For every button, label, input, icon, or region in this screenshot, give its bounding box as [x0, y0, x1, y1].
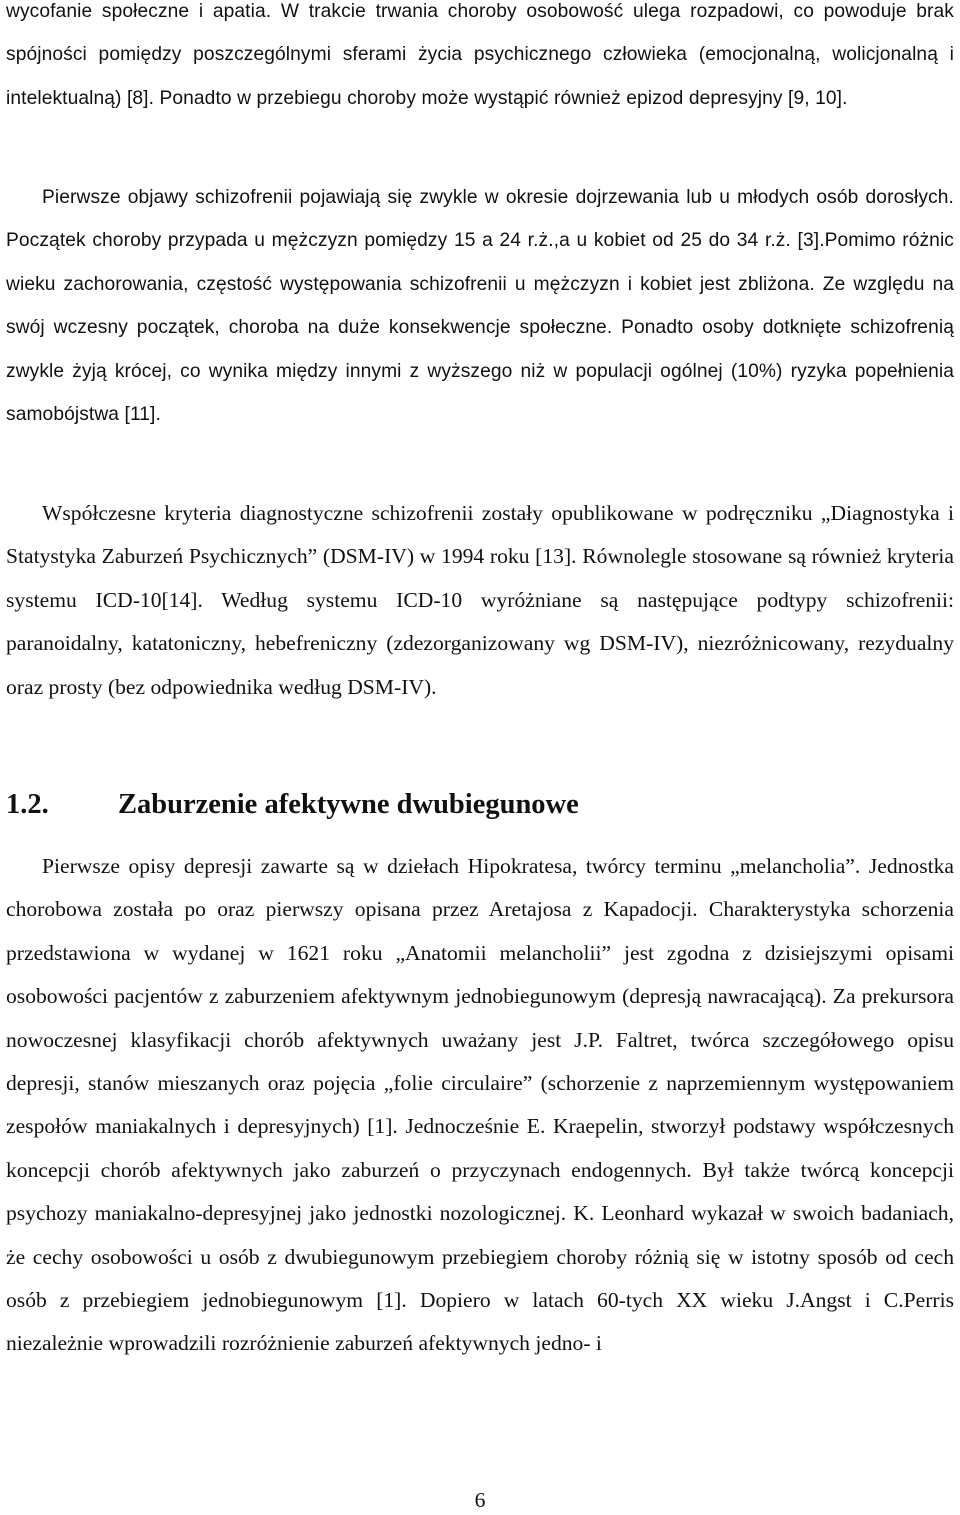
paragraph-text: Pierwsze opisy depresji zawarte są w dziełach Hipokratesa, twórcy terminu „melancholia”. Jednostka chorobowa została po oraz pierwszy opisana przez Aretajosa z Kapadocji. Charakterystyka schorzenia przedstawiona w wydanej w 1621 roku „Anatomii melancholii” jest zgodna z dzisiejszymi opisami osobowości pacjentów z zaburzeniem afektywnym jednobiegunowym (depresją nawracającą). Za prekursora nowoczesnej klasyfikacji chorób afektywnych uważany jest J.P. Faltret, twórca szczegółowego opisu depresji, stanów mieszanych oraz pojęcia „folie circulaire” (schorzenie z naprzemiennym występowaniem zespołów maniakalnych i depresyjnych) [1]. Jednocześnie E. Kraepelin, stworzył podstawy współczesnych koncepcji chorób afektywnych jako zaburzeń o przyczynach endogennych. Był także twórcą koncepcji psychozy maniakalno-depresyjnej jako jednostki nozologicznej. K. Leonhard wykazał w swoich badaniach, że cechy osobowości u osób z dwubiegunowym przebiegiem choroby różnią się w istotny sposób od cech osób z przebiegiem jednobiegunowym [1]. Dopiero w latach 60-tych XX wieku J.Angst i C.Perris niezależnie wprowadzili rozróżnienie zaburzeń afektywnych jedno- i: [6, 854, 954, 1356]
paragraph-text: Współczesne kryteria diagnostyczne schizofrenii zostały opublikowane w podręczniku „Diagnostyka i Statystyka Zaburzeń Psychicznych” (DSM-IV) w 1994 roku [13]. Równolegle stosowane są również kryteria systemu ICD-10[14]. Według systemu ICD-10 wyróżniane są następujące podtypy schizofrenii: paranoidalny, katatoniczny, hebefreniczny (zdezorganizowany wg DSM-IV), niezróżnicowany, rezydualny oraz prosty (bez odpowiednika według DSM-IV).: [6, 501, 954, 699]
paragraph-diagnostic-criteria: [6, 492, 954, 709]
paragraph-depression-history: [6, 845, 954, 1366]
paragraph-schizophrenia-onset: [6, 176, 954, 436]
page-number: 6: [474, 1488, 486, 1512]
paragraph-schizophrenia-course: [6, 0, 954, 120]
section-heading: [6, 781, 579, 829]
section-number: 1.2.: [6, 789, 49, 820]
paragraph-text: Pierwsze objawy schizofrenii pojawiają się zwykle w okresie dojrzewania lub u młodych osób dorosłych. Początek choroby przypada u mężczyzn pomiędzy 15 a 24 r.ż.,a u kobiet od 25 do 34 r.ż. [3].Pomimo różnic wieku zachorowania, częstość występowania schizofrenii u mężczyzn i kobiet jest zbliżona. Ze względu na swój wczesny początek, choroba na duże konsekwencje społeczne. Ponadto osoby dotknięte schizofrenią zwykle żyją krócej, co wynika między innymi z wyższego niż w populacji ogólnej (10%) ryzyka popełnienia samobójstwa [11].: [6, 187, 954, 426]
section-title: Zaburzenie afektywne dwubiegunowe: [118, 789, 579, 820]
paragraph-text: wycofanie społeczne i apatia. W trakcie trwania choroby osobowość ulega rozpadowi, co powoduje brak spójności pomiędzy poszczególnymi sferami życia psychicznego człowieka (emocjonalną, wolicjonalną i intelektualną) [8]. Ponadto w przebiegu choroby może wystąpić również epizod depresyjny [9, 10].: [6, 1, 954, 109]
